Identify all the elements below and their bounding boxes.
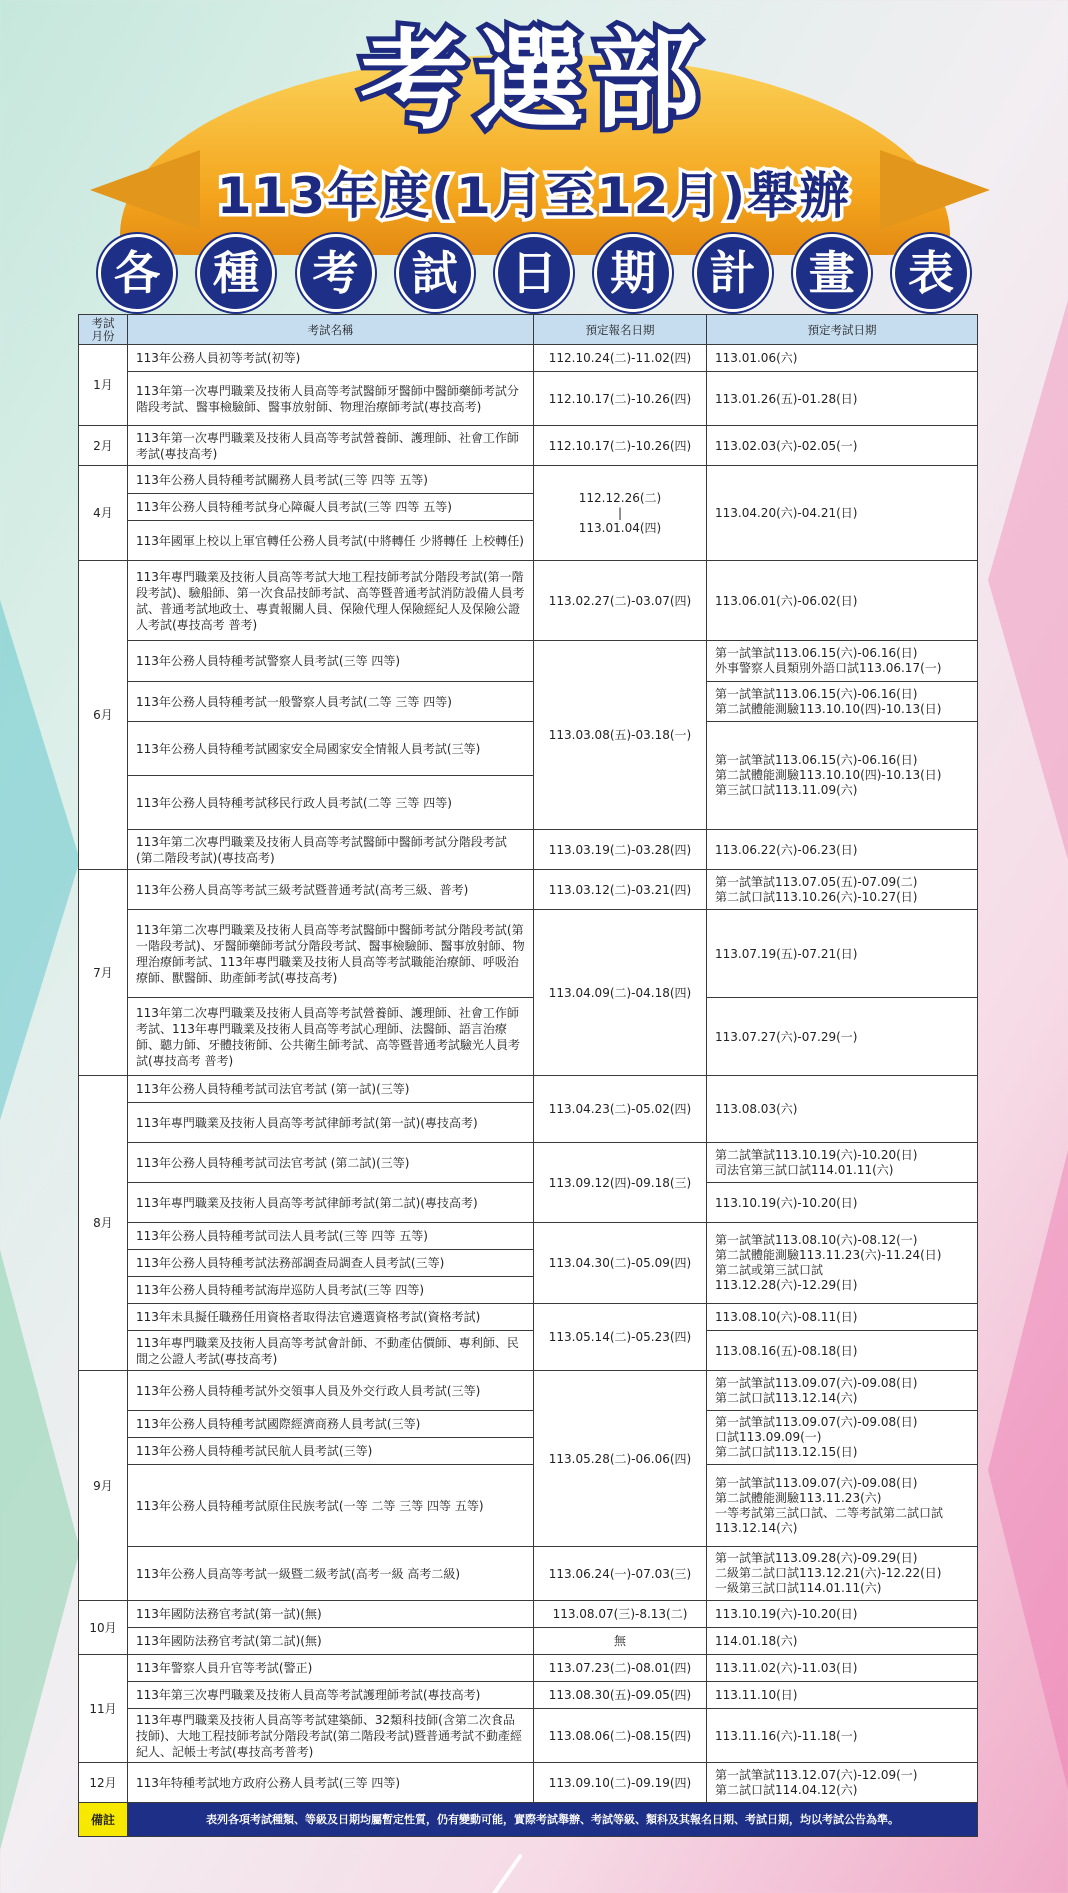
exam-name: 113年第二次專門職業及技術人員高等考試醫師中醫師考試分階段考試 (第二階段考試)(專技高考): [128, 830, 534, 870]
table-row: [79, 682, 978, 722]
table-row: [79, 345, 978, 372]
table-row: [79, 372, 978, 426]
month-cell: 1月: [79, 345, 128, 426]
registration-date: 113.09.10(二)-09.19(四): [534, 1763, 707, 1803]
registration-date: 113.04.30(二)-05.09(四): [534, 1223, 707, 1304]
header-month: 考試 月份: [79, 315, 128, 345]
banner-char: 畫: [793, 234, 871, 312]
table-row: [79, 910, 978, 998]
banner-circles: [98, 234, 970, 312]
table-row: [79, 1143, 978, 1183]
exam-date: 113.06.22(六)-06.23(日): [707, 830, 978, 870]
table-row: [79, 1371, 978, 1411]
exam-date: 113.01.06(六): [707, 345, 978, 372]
month-cell: 2月: [79, 426, 128, 466]
table-row: [79, 561, 978, 641]
exam-name: 113年公務人員特種考試一般警察人員考試(二等 三等 四等): [128, 682, 534, 722]
exam-date: 第二試筆試113.10.19(六)-10.20(日) 司法官第三試口試114.01.11(六): [707, 1143, 978, 1183]
exam-date: 113.08.16(五)-08.18(日): [707, 1331, 978, 1371]
note-row: [79, 1803, 978, 1837]
exam-name: 113年專門職業及技術人員高等考試建築師、32類科技師(含第二次食品技師)、大地工程技師考試分階段考試(第二階段考試)暨普通考試不動產經紀人、記帳士考試(專技高考普考): [128, 1709, 534, 1763]
table-row: [79, 1601, 978, 1628]
schedule-table: [78, 314, 978, 1837]
month-cell: 10月: [79, 1601, 128, 1655]
exam-date: 第一試筆試113.06.15(六)-06.16(日) 第二試體能測驗113.10.10(四)-10.13(日) 第三試口試113.11.09(六): [707, 722, 978, 830]
decorative-light-streak: [491, 1853, 523, 1893]
registration-date: 112.10.17(二)-10.26(四): [534, 426, 707, 466]
table-row: [79, 1709, 978, 1763]
exam-date: 113.11.02(六)-11.03(日): [707, 1655, 978, 1682]
exam-name: 113年公務人員初等考試(初等): [128, 345, 534, 372]
exam-date: 113.10.19(六)-10.20(日): [707, 1183, 978, 1223]
exam-name: 113年公務人員高等考試三級考試暨普通考試(高考三級、普考): [128, 870, 534, 910]
exam-name: 113年公務人員特種考試司法人員考試(三等 四等 五等): [128, 1223, 534, 1250]
exam-date: 113.07.19(五)-07.21(日): [707, 910, 978, 998]
registration-date: 113.05.28(二)-06.06(四): [534, 1371, 707, 1547]
exam-name: 113年第二次專門職業及技術人員高等考試醫師中醫師考試分階段考試(第一階段考試)、牙醫師藥師考試分階段考試、醫事檢驗師、醫事放射師、物理治療師考試、113年專門職業及技術人員高等考試職能治療師、呼吸治療師、獸醫師、助產師考試(專技高考): [128, 910, 534, 998]
registration-date: 113.08.07(三)-8.13(二): [534, 1601, 707, 1628]
table-row: [79, 1331, 978, 1371]
registration-date: 113.02.27(二)-03.07(四): [534, 561, 707, 641]
exam-date: 第一試筆試113.12.07(六)-12.09(一) 第二試口試114.04.12(六): [707, 1763, 978, 1803]
exam-name: 113年國軍上校以上軍官轉任公務人員考試(中將轉任 少將轉任 上校轉任): [128, 521, 534, 561]
exam-name: 113年公務人員特種考試國際經濟商務人員考試(三等): [128, 1411, 534, 1438]
exam-name: 113年公務人員高等考試一級暨二級考試(高考一級 高考二級): [128, 1547, 534, 1601]
exam-name: 113年國防法務官考試(第一試)(無): [128, 1601, 534, 1628]
exam-name: 113年第三次專門職業及技術人員高等考試護理師考試(專技高考): [128, 1682, 534, 1709]
registration-date: 113.05.14(二)-05.23(四): [534, 1304, 707, 1371]
exam-date: 第一試筆試113.09.07(六)-09.08(日) 第二試口試113.12.14(六): [707, 1371, 978, 1411]
banner-char: 日: [495, 234, 573, 312]
month-cell: 6月: [79, 561, 128, 870]
exam-date: 第一試筆試113.09.07(六)-09.08(日) 第二試體能測驗113.11.23(六) 一等考試第三試口試、二等考試第二試口試 113.12.14(六): [707, 1465, 978, 1547]
registration-date: 113.04.23(二)-05.02(四): [534, 1076, 707, 1143]
table-row: [79, 1682, 978, 1709]
registration-date: 112.10.24(二)-11.02(四): [534, 345, 707, 372]
exam-date: 第一試筆試113.07.05(五)-07.09(二) 第二試口試113.10.26(六)-10.27(日): [707, 870, 978, 910]
exam-date: 114.01.18(六): [707, 1628, 978, 1655]
table-row: [79, 1076, 978, 1103]
exam-name: 113年公務人員特種考試司法官考試 (第二試)(三等): [128, 1143, 534, 1183]
registration-date: 無: [534, 1628, 707, 1655]
exam-name: 113年公務人員特種考試司法官考試 (第一試)(三等): [128, 1076, 534, 1103]
registration-date: 113.03.12(二)-03.21(四): [534, 870, 707, 910]
exam-name: 113年公務人員特種考試法務部調查局調查人員考試(三等): [128, 1250, 534, 1277]
table-row: [79, 1183, 978, 1223]
exam-date: 113.11.16(六)-11.18(一): [707, 1709, 978, 1763]
table-row: [79, 1763, 978, 1803]
table-row: [79, 466, 978, 494]
exam-name: 113年警察人員升官等考試(警正): [128, 1655, 534, 1682]
banner-char: 期: [594, 234, 672, 312]
note-text: 表列各項考試種類、等級及日期均屬暫定性質，仍有變動可能，實際考試舉辦、考試等級、類科及其報名日期、考試日期，均以考試公告為準。: [128, 1803, 978, 1837]
registration-date: 112.12.26(二) | 113.01.04(四): [534, 466, 707, 561]
registration-date: 113.04.09(二)-04.18(四): [534, 910, 707, 1076]
exam-name: 113年特種考試地方政府公務人員考試(三等 四等): [128, 1763, 534, 1803]
exam-name: 113年公務人員特種考試海岸巡防人員考試(三等 四等): [128, 1277, 534, 1304]
bg-facet: [0, 1250, 80, 1850]
exam-name: 113年公務人員特種考試警察人員考試(三等 四等): [128, 641, 534, 682]
exam-date: 113.08.03(六): [707, 1076, 978, 1143]
registration-date: 113.06.24(一)-07.03(三): [534, 1547, 707, 1601]
table-row: [79, 722, 978, 776]
registration-date: 113.08.06(二)-08.15(四): [534, 1709, 707, 1763]
registration-date: 113.09.12(四)-09.18(三): [534, 1143, 707, 1223]
exam-date: 第一試筆試113.09.07(六)-09.08(日) 口試113.09.09(一) 第二試口試113.12.15(日): [707, 1411, 978, 1465]
month-cell: 8月: [79, 1076, 128, 1371]
bg-facet: [988, 300, 1068, 860]
table-row: [79, 830, 978, 870]
banner-char: 各: [98, 234, 176, 312]
exam-date: 113.06.01(六)-06.02(日): [707, 561, 978, 641]
exam-name: 113年公務人員特種考試原住民族考試(一等 二等 三等 四等 五等): [128, 1465, 534, 1547]
exam-date: 113.04.20(六)-04.21(日): [707, 466, 978, 561]
exam-date: 113.02.03(六)-02.05(一): [707, 426, 978, 466]
exam-name: 113年未具擬任職務任用資格者取得法官遴選資格考試(資格考試): [128, 1304, 534, 1331]
registration-date: 112.10.17(二)-10.26(四): [534, 372, 707, 426]
page-subtitle: 113年度(1月至12月)舉辦: [216, 167, 852, 225]
header-exam-date: 預定考試日期: [707, 315, 978, 345]
banner-char: 表: [892, 234, 970, 312]
exam-name: 113年公務人員特種考試身心障礙人員考試(三等 四等 五等): [128, 494, 534, 521]
page-title: 考選部: [359, 19, 708, 144]
month-cell: 11月: [79, 1655, 128, 1763]
exam-name: 113年專門職業及技術人員高等考試律師考試(第二試)(專技高考): [128, 1183, 534, 1223]
exam-date: 第一試筆試113.06.15(六)-06.16(日) 外事警察人員類別外語口試113.06.17(一): [707, 641, 978, 682]
bg-facet: [988, 1150, 1068, 1790]
exam-date: 113.07.27(六)-07.29(一): [707, 998, 978, 1076]
registration-date: 113.08.30(五)-09.05(四): [534, 1682, 707, 1709]
table-row: [79, 1628, 978, 1655]
exam-name: 113年專門職業及技術人員高等考試大地工程技師考試分階段考試(第一階段考試)、驗船師、第一次食品技師考試、高等暨普通考試消防設備人員考試、普通考試地政士、專責報關人員、保險代理人保險經紀人及保險公證人考試(專技高考 普考): [128, 561, 534, 641]
exam-name: 113年公務人員特種考試外交領事人員及外交行政人員考試(三等): [128, 1371, 534, 1411]
table-row: [79, 1465, 978, 1547]
exam-name: 113年國防法務官考試(第二試)(無): [128, 1628, 534, 1655]
exam-date: 113.08.10(六)-08.11(日): [707, 1304, 978, 1331]
exam-name: 113年第一次專門職業及技術人員高等考試營養師、護理師、社會工作師考試(專技高考): [128, 426, 534, 466]
table-row: [79, 998, 978, 1076]
schedule-table-wrapper: [78, 314, 977, 1837]
registration-date: 113.03.08(五)-03.18(一): [534, 641, 707, 830]
exam-date: 113.01.26(五)-01.28(日): [707, 372, 978, 426]
bg-facet: [0, 600, 80, 1120]
note-label: 備註: [79, 1803, 128, 1837]
banner-char: 種: [197, 234, 275, 312]
month-cell: 12月: [79, 1763, 128, 1803]
month-cell: 4月: [79, 466, 128, 561]
exam-name: 113年第二次專門職業及技術人員高等考試營養師、護理師、社會工作師考試、113年專門職業及技術人員高等考試心理師、法醫師、語言治療師、聽力師、牙體技術師、公共衛生師考試、高等暨普通考試驗光人員考試(專技高考 普考): [128, 998, 534, 1076]
table-row: [79, 1304, 978, 1331]
month-cell: 9月: [79, 1371, 128, 1601]
header-registration-date: 預定報名日期: [534, 315, 707, 345]
exam-date: 第一試筆試113.06.15(六)-06.16(日) 第二試體能測驗113.10.10(四)-10.13(日): [707, 682, 978, 722]
registration-date: 113.03.19(二)-03.28(四): [534, 830, 707, 870]
exam-date: 第一試筆試113.09.28(六)-09.29(日) 二級第二試口試113.12.21(六)-12.22(日) 一級第三試口試114.01.11(六): [707, 1547, 978, 1601]
table-row: [79, 641, 978, 682]
banner-char: 計: [694, 234, 772, 312]
table-row: [79, 1411, 978, 1438]
exam-name: 113年第一次專門職業及技術人員高等考試醫師牙醫師中醫師藥師考試分階段考試、醫事檢驗師、醫事放射師、物理治療師考試(專技高考): [128, 372, 534, 426]
table-header-row: [79, 315, 978, 345]
table-row: [79, 1223, 978, 1250]
exam-name: 113年公務人員特種考試民航人員考試(三等): [128, 1438, 534, 1465]
exam-name: 113年公務人員特種考試移民行政人員考試(二等 三等 四等): [128, 776, 534, 830]
exam-name: 113年公務人員特種考試國家安全局國家安全情報人員考試(三等): [128, 722, 534, 776]
exam-name: 113年公務人員特種考試關務人員考試(三等 四等 五等): [128, 466, 534, 494]
table-row: [79, 870, 978, 910]
exam-name: 113年專門職業及技術人員高等考試律師考試(第一試)(專技高考): [128, 1103, 534, 1143]
exam-date: 113.10.19(六)-10.20(日): [707, 1601, 978, 1628]
month-cell: 7月: [79, 870, 128, 1076]
banner-char: 考: [297, 234, 375, 312]
table-row: [79, 1547, 978, 1601]
table-row: [79, 1655, 978, 1682]
header-exam-name: 考試名稱: [128, 315, 534, 345]
exam-name: 113年專門職業及技術人員高等考試會計師、不動產估價師、專利師、民間之公證人考試(專技高考): [128, 1331, 534, 1371]
table-row: [79, 426, 978, 466]
exam-date: 113.11.10(日): [707, 1682, 978, 1709]
exam-date: 第一試筆試113.08.10(六)-08.12(一) 第二試體能測驗113.11.23(六)-11.24(日) 第二試或第三試口試 113.12.28(六)-12.29(日): [707, 1223, 978, 1304]
banner-char: 試: [396, 234, 474, 312]
registration-date: 113.07.23(二)-08.01(四): [534, 1655, 707, 1682]
